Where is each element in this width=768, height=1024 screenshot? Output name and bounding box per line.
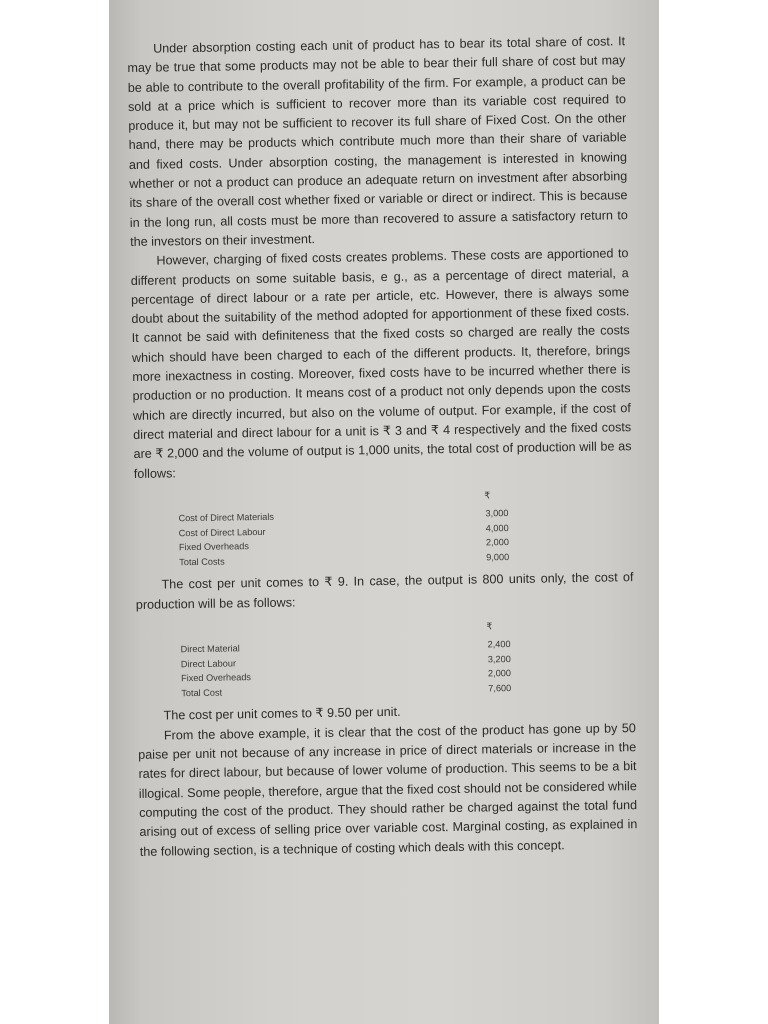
row-label: Direct Labour	[180, 658, 237, 670]
row-label: Cost of Direct Labour	[178, 526, 266, 539]
row-label: Direct Material	[180, 643, 240, 655]
page-text	[127, 32, 638, 862]
cost-table-800-units	[180, 619, 511, 701]
paragraph-fixed-costs-problems: However, charging of fixed costs creates problems. These costs are apportioned to different products on some suitable basis, e g., as a percentage of direct material, a percentage of direct labour or a rate per article, etc. However, there is always some doubt about the suitability of the method adopted for apportionment of these fixed costs. It cannot be said with definiteness that the fixed costs so charged are really the costs which should have been charged to each of the different products. It, therefore, brings more inexactness in costing. Moreover, fixed costs have to be incurred whether there is production or no production. It means cost of a product not only depends upon the costs which are directly incurred, but also on the volume of output. For example, if the cost of direct material and direct labour for a unit is ₹ 3 and ₹ 4 respectively and the fixed costs are ₹ 2,000 and the volume of output is 1,000 units, the total cost of production will be as follows:	[130, 246, 632, 481]
paragraph-cost-per-unit-9: The cost per unit comes to ₹ 9. In case, the output is 800 units only, the cost of production will be as follows:	[135, 570, 634, 612]
row-label: Cost of Direct Materials	[178, 512, 275, 524]
row-value: 4,000	[485, 522, 509, 534]
cost-table-1000-units	[178, 488, 509, 570]
paragraph-cost-per-unit-9-50: The cost per unit comes to ₹ 9.50 per unit.	[163, 705, 401, 723]
row-value: 9,000	[486, 551, 510, 563]
paragraph-marginal-costing: From the above example, it is clear that the cost of the product has gone up by 50 paise per unit not because of any increase in price of direct materials or increase in the rates for direct labour, but because of lower volume of production. This seems to be a bit illogical. Some people, therefore, argue that the fixed cost should not be considered while computing the cost of the product. They should rather be charged against the total fund arising out of excess of selling price over variable cost. Marginal costing, as explained in the following section, is a technique of costing which deals with this concept.	[138, 720, 638, 859]
currency-symbol: ₹	[486, 621, 493, 632]
row-label: Total Costs	[179, 556, 225, 568]
row-value: 7,600	[488, 682, 512, 694]
currency-symbol: ₹	[484, 490, 491, 501]
row-label: Fixed Overheads	[180, 672, 252, 684]
row-value: 2,000	[485, 537, 510, 548]
row-value: 2,400	[487, 639, 511, 650]
row-label: Total Cost	[181, 687, 223, 699]
book-page-photo	[109, 0, 659, 1024]
row-label: Fixed Overheads	[178, 541, 250, 553]
row-value: 3,200	[487, 653, 511, 665]
paragraph-absorption-costing: Under absorption costing each unit of product has to bear its total share of cost. It may be true that some products may not be able to bear their full share of cost but may be able to contribute to the overall profitability of the firm. For example, a product can be sold at a price which is sufficient to recover more than its variable cost required to produce it, but may not be sufficient to recover its full share of Fixed Cost. On the other hand, there may be products which contribute much more than their share of variable and fixed costs. Under absorption costing, the management is interested in knowing whether or not a product can produce an adequate return on investment after absorbing its share of the overall cost whether fixed or variable or direct or indirect. This is because in the long run, all costs must be more than recovered to assure a satisfactory return to the investors on their investment.	[127, 34, 628, 249]
row-value: 2,000	[487, 668, 512, 679]
row-value: 3,000	[485, 508, 509, 519]
